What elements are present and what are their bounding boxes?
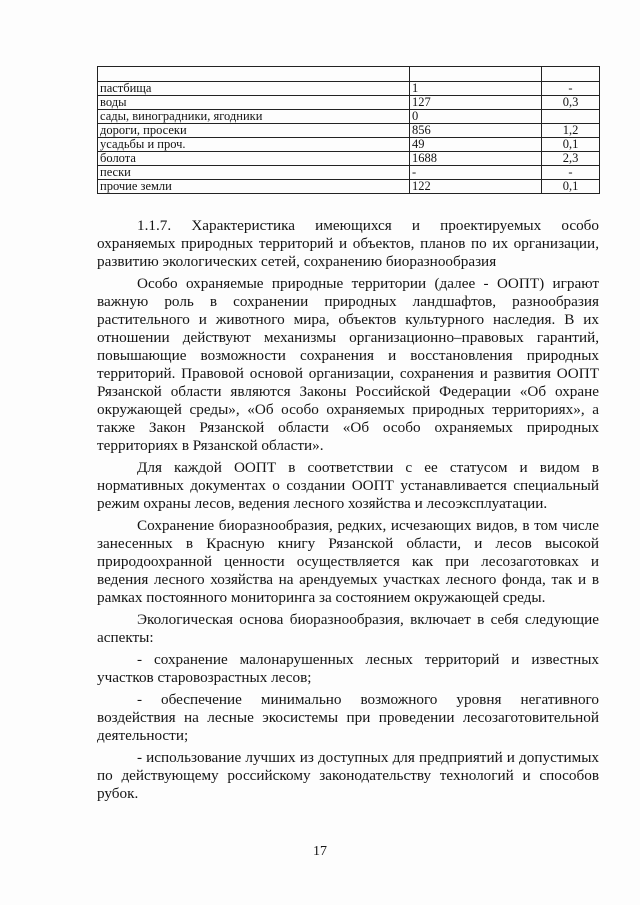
table-cell-percent <box>542 110 600 124</box>
table-cell-name <box>98 67 410 82</box>
list-item: - сохранение малонарушенных лесных территорий и известных участков старовозрастных лесов; <box>97 651 599 686</box>
paragraph: Для каждой ООПТ в соответствии с ее статусом и видом в нормативных документах о создании ООПТ устанавливается специальный режим охраны лесов, ведения лесного хозяйства и лесоэксплуатации. <box>97 459 599 512</box>
table-row <box>98 152 600 166</box>
paragraph: Особо охраняемые природные территории (далее - ООПТ) играют важную роль в сохранении природных ландшафтов, разнообразия растительного и животного мира, объектов культурного наследия. В их отношении действуют механизмы организационно–правовых гарантий, повышающие возможности сохранения и восстановления природных территорий. Правовой основой организации, сохранения и развития ООПТ Рязанской области являются Законы Российской Федерации «Об охране окружающей среды», «Об особо охраняемых природных территориях», а также Закон Рязанской области «Об особо охраняемых природных территориях в Рязанской области». <box>97 275 599 454</box>
paragraph: Экологическая основа биоразнообразия, включает в себя следующие аспекты: <box>97 611 599 646</box>
table-row <box>98 82 600 96</box>
table-cell-name: прочие земли <box>98 180 410 194</box>
table-cell-name: болота <box>98 152 410 166</box>
table-row <box>98 124 600 138</box>
table-cell-percent: 2,3 <box>542 152 600 166</box>
table-cell-name: дороги, просеки <box>98 124 410 138</box>
list-item: - обеспечение минимально возможного уровня негативного воздействия на лесные экосистемы при проведении лесозаготовительной деятельности; <box>97 691 599 744</box>
table-cell-count: 856 <box>410 124 542 138</box>
table-row <box>98 96 600 110</box>
table-cell-count: 0 <box>410 110 542 124</box>
table-row <box>98 110 600 124</box>
table-cell-name: сады, виноградники, ягодники <box>98 110 410 124</box>
table-cell-percent: - <box>542 82 600 96</box>
section-heading: 1.1.7. Характеристика имеющихся и проектируемых особо охраняемых природных территорий и объектов, планов по их организации, развитию экологических сетей, сохранению биоразнообразия <box>97 217 599 270</box>
table-cell-count: 49 <box>410 138 542 152</box>
table-row <box>98 180 600 194</box>
table-row <box>98 138 600 152</box>
paragraph: Сохранение биоразнообразия, редких, исчезающих видов, в том числе занесенных в Красную книгу Рязанской области, и лесов высокой природоохранной ценности осуществляется как при лесозаготовках и ведения лесного хозяйства на арендуемых участках лесного фонда, так и в рамках постоянного мониторинга за состоянием окружающей среды. <box>97 517 599 606</box>
table-cell-percent: 0,1 <box>542 180 600 194</box>
table-cell-name: воды <box>98 96 410 110</box>
table-cell-count <box>410 67 542 82</box>
table-cell-percent: - <box>542 166 600 180</box>
table-cell-count: - <box>410 166 542 180</box>
table-cell-count: 1 <box>410 82 542 96</box>
table-cell-name: пески <box>98 166 410 180</box>
table-cell-percent <box>542 67 600 82</box>
page-number: 17 <box>313 844 327 859</box>
table-cell-count: 122 <box>410 180 542 194</box>
body-text <box>97 217 599 807</box>
table-cell-name: усадьбы и проч. <box>98 138 410 152</box>
table-cell-percent: 0,3 <box>542 96 600 110</box>
table-cell-name: пастбища <box>98 82 410 96</box>
land-use-table <box>97 66 600 194</box>
table-cell-count: 1688 <box>410 152 542 166</box>
list-item: - использование лучших из доступных для предприятий и допустимых по действующему российскому законодательству технологий и способов рубок. <box>97 749 599 802</box>
table-cell-count: 127 <box>410 96 542 110</box>
table-row <box>98 67 600 82</box>
table-cell-percent: 0,1 <box>542 138 600 152</box>
table-row <box>98 166 600 180</box>
table-cell-percent: 1,2 <box>542 124 600 138</box>
